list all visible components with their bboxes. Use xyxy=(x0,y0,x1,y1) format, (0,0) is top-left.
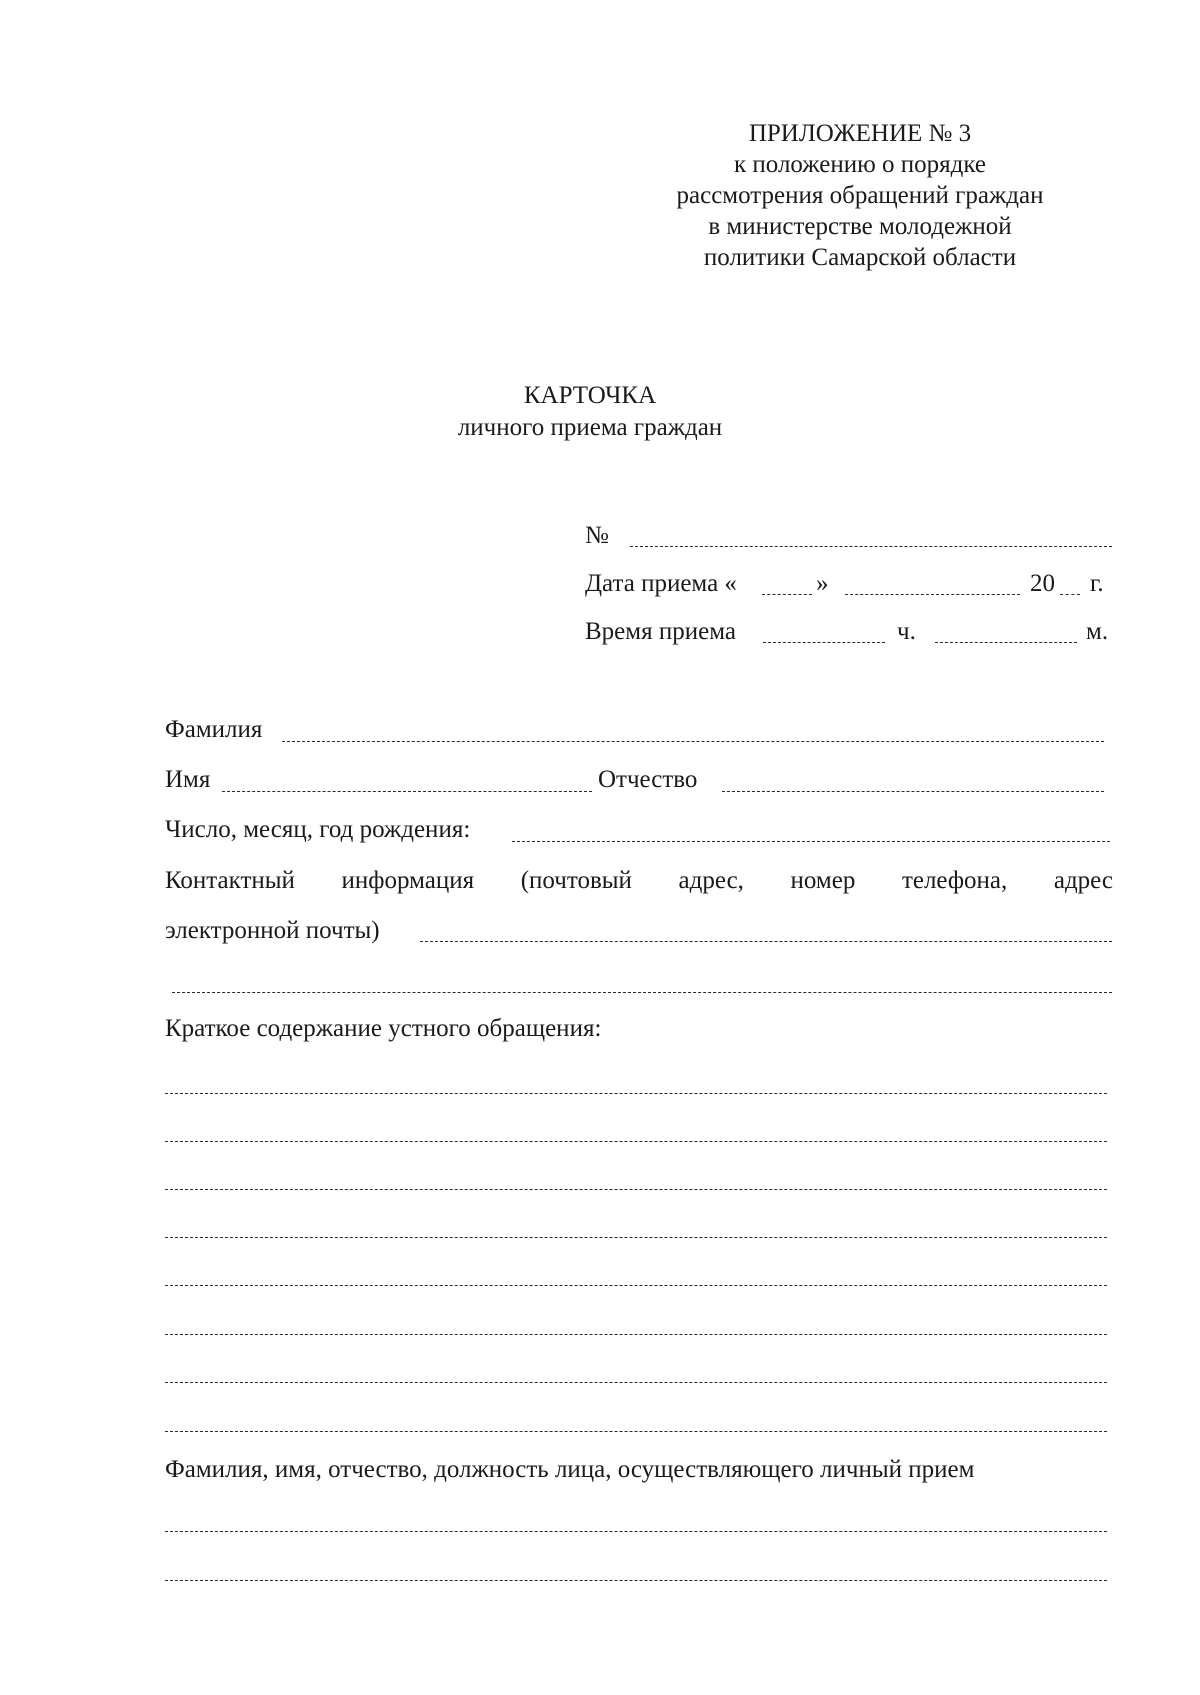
contact-field[interactable] xyxy=(420,941,1112,942)
summary-line[interactable] xyxy=(165,1382,1107,1383)
contact-field-extra[interactable] xyxy=(172,992,1112,993)
card-heading xyxy=(440,380,740,444)
contact-word: информация xyxy=(341,867,475,894)
contact-word: номер xyxy=(790,867,856,894)
birth-label: Число, месяц, год рождения: xyxy=(165,816,471,843)
contact-word: адрес, xyxy=(678,867,744,894)
appendix-title: ПРИЛОЖЕНИЕ № 3 xyxy=(748,120,972,147)
summary-line[interactable] xyxy=(165,1093,1107,1094)
hours-label: ч. xyxy=(897,618,916,645)
official-line[interactable] xyxy=(165,1580,1107,1581)
month-field[interactable] xyxy=(845,594,1020,595)
appendix-line: к положению о порядке xyxy=(734,151,986,178)
summary-line[interactable] xyxy=(165,1189,1107,1190)
contact-label-row xyxy=(165,866,1113,896)
card-title: КАРТОЧКА xyxy=(523,382,657,409)
official-line[interactable] xyxy=(165,1531,1107,1532)
year-suffix: г. xyxy=(1090,570,1104,597)
surname-field[interactable] xyxy=(282,741,1104,742)
minutes-field[interactable] xyxy=(935,642,1077,643)
contact-label-line2: электронной почты) xyxy=(165,917,380,944)
summary-line[interactable] xyxy=(165,1141,1107,1142)
year-field[interactable] xyxy=(1060,594,1080,595)
summary-label: Краткое содержание устного обращения: xyxy=(165,1015,602,1042)
appendix-line: политики Самарской области xyxy=(703,244,1017,271)
contact-word: (почтовый xyxy=(520,867,632,894)
official-label: Фамилия, имя, отчество, должность лица, осуществляющего личный прием xyxy=(165,1456,975,1483)
summary-line[interactable] xyxy=(165,1334,1107,1335)
year-prefix: 20 xyxy=(1030,570,1055,597)
patronymic-label: Отчество xyxy=(598,766,698,793)
contact-word: адрес xyxy=(1053,867,1113,894)
surname-label: Фамилия xyxy=(165,716,263,743)
summary-line[interactable] xyxy=(165,1285,1107,1286)
name-label: Имя xyxy=(165,766,211,793)
card-subtitle: личного приема граждан xyxy=(457,414,723,441)
hours-field[interactable] xyxy=(763,642,885,643)
contact-word: Контактный xyxy=(165,867,295,894)
patronymic-field[interactable] xyxy=(722,791,1104,792)
number-label: № xyxy=(585,522,609,549)
date-quote-close: » xyxy=(816,570,829,597)
appendix-line: рассмотрения обращений граждан xyxy=(676,182,1044,209)
summary-line[interactable] xyxy=(165,1431,1107,1432)
name-field[interactable] xyxy=(222,791,592,792)
appendix-line: в министерстве молодежной xyxy=(708,213,1012,240)
date-label: Дата приема « xyxy=(585,570,737,597)
summary-line[interactable] xyxy=(165,1237,1107,1238)
number-field[interactable] xyxy=(630,546,1112,547)
birth-field[interactable] xyxy=(512,841,1110,842)
day-field[interactable] xyxy=(762,594,812,595)
contact-word: телефона, xyxy=(901,867,1008,894)
appendix-block xyxy=(620,118,1100,273)
minutes-label: м. xyxy=(1086,618,1109,645)
time-label: Время приема xyxy=(585,618,736,645)
